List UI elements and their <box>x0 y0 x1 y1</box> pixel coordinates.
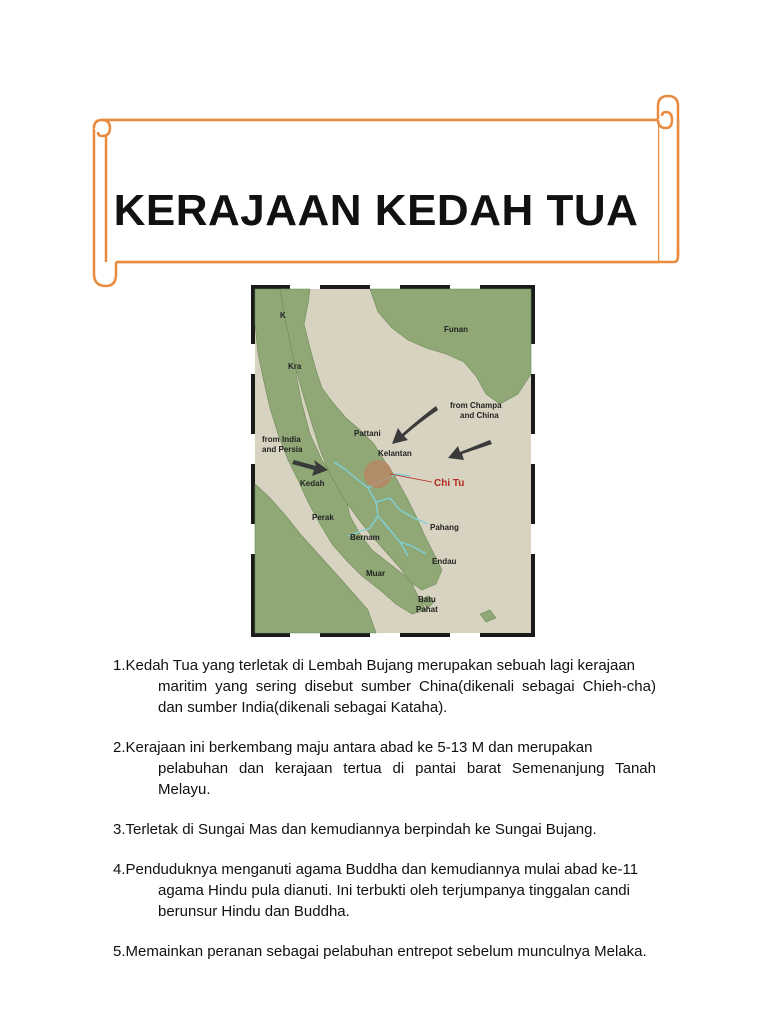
map-label-pattani: Pattani <box>354 429 381 438</box>
chi-tu-marker <box>364 460 392 488</box>
list-item: 4.Penduduknya menganuti agama Buddha dan kemudiannya mulai abad ke-11 agama Hindu pula dianuti. Ini terbukti oleh terjumpanya tinggalan candi berunsur Hindu dan Buddha. <box>113 861 639 920</box>
map-label-from-champa-1: from Champa <box>450 401 502 410</box>
title-banner <box>80 94 680 290</box>
map-label-kelantan: Kelantan <box>378 449 412 458</box>
map-label-kedah: Kedah <box>300 479 325 488</box>
map-graphic <box>250 284 536 638</box>
list-item: 1.Kedah Tua yang terletak di Lembah Bujang merupakan sebuah lagi kerajaan maritim yang sering disebut sumber China(dikenali sebagai Chieh-cha) dan sumber India(dikenali sebagai Kataha). <box>113 657 656 716</box>
map-label-perak: Perak <box>312 513 334 522</box>
page-title: KERAJAAN KEDAH TUA <box>113 186 639 235</box>
map-label-from-champa-2: and China <box>460 411 499 420</box>
map-label-from-india-2: and Persia <box>262 445 303 454</box>
list-item: 2.Kerajaan ini berkembang maju antara abad ke 5-13 M dan merupakan pelabuhan dan kerajaan tertua di pantai barat Semenanjung Tanah Melayu. <box>113 739 656 798</box>
map-label-from-india-1: from India <box>262 435 301 444</box>
map-label-k: K <box>280 311 286 320</box>
map-label-kra: Kra <box>288 362 302 371</box>
list-item: 5.Memainkan peranan sebagai pelabuhan entrepot sebelum munculnya Melaka. <box>113 943 647 960</box>
map-label-pahang: Pahang <box>430 523 459 532</box>
map-label-funan: Funan <box>444 325 468 334</box>
map-label-muar: Muar <box>366 569 386 578</box>
list-item: 3.Terletak di Sungai Mas dan kemudiannya berpindah ke Sungai Bujang. <box>113 821 597 838</box>
map-label-pahat: Pahat <box>416 605 438 614</box>
map-label-chi-tu: Chi Tu <box>434 478 465 489</box>
map-label-endau: Endau <box>432 557 457 566</box>
historical-map <box>250 284 536 638</box>
map-label-bernam: Bernam <box>350 533 380 542</box>
map-label-batu: Batu <box>418 595 436 604</box>
